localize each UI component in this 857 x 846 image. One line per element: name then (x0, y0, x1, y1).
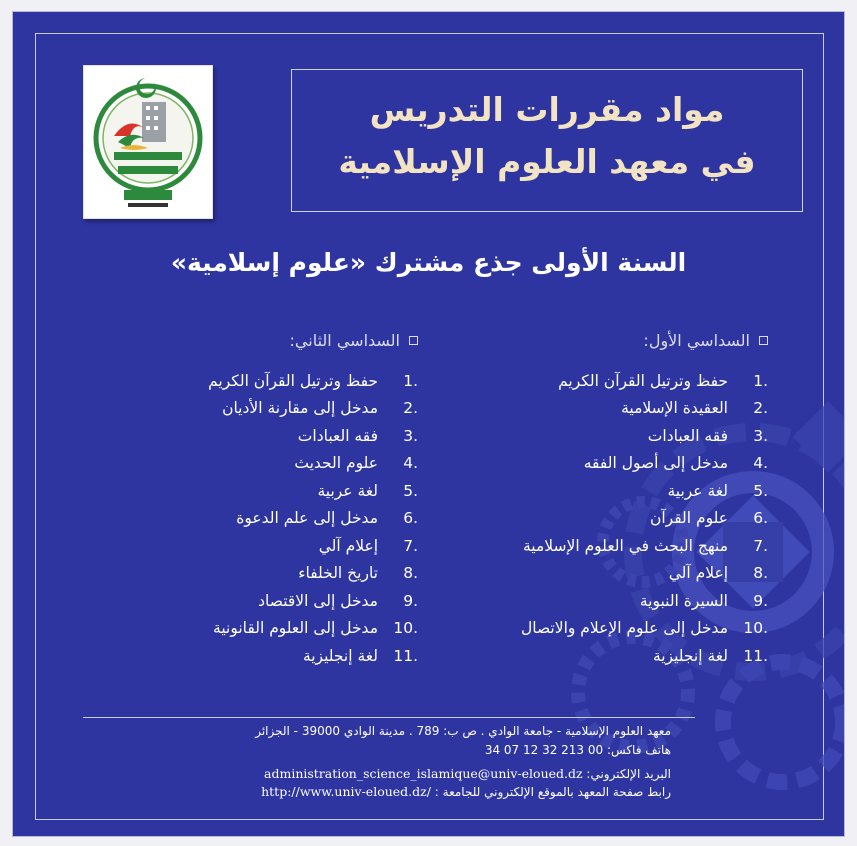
footer-divider (83, 717, 695, 718)
list-item: 7. منهج البحث في العلوم الإسلامية (522, 536, 768, 555)
list-item: 11. لغة إنجليزية (302, 646, 418, 665)
footer-email (103, 764, 671, 784)
phone-number: 34 07 12 32 213 00 (484, 743, 604, 757)
square-bullet-icon (409, 336, 418, 345)
semester-2-column (153, 327, 418, 670)
semester-2-list (153, 367, 418, 670)
email-label: البريد الإلكتروني: (586, 767, 671, 781)
list-item: 9. السيرة النبوية (639, 591, 768, 610)
list-item: 8. إعلام آلي (668, 564, 768, 583)
title-line-1: مواد مقررات التدريس (369, 90, 725, 129)
year-title: السنة الأولى جذع مشترك «علوم إسلامية» (170, 248, 687, 277)
list-item: 1. حفظ وترتيل القرآن الكريم (208, 371, 418, 390)
list-item: 2. العقيدة الإسلامية (621, 399, 768, 418)
email-link[interactable]: administration_science_islamique@univ-eloued.dz (264, 766, 583, 781)
list-item: 3. فقه العبادات (647, 426, 768, 445)
list-item: 7. إعلام آلي (318, 536, 418, 555)
semester-1-label: السداسي الأول: (643, 330, 750, 350)
list-item: 11. لغة إنجليزية (652, 646, 768, 665)
poster (12, 11, 845, 837)
university-logo-icon (84, 66, 212, 218)
list-item: 8. تاريخ الخلفاء (298, 564, 418, 583)
footer (103, 722, 671, 800)
list-item: 1. حفظ وترتيل القرآن الكريم (558, 371, 768, 390)
footer-address: معهد العلوم الإسلامية - جامعة الوادي . ص ب: 789 . مدينة الوادي 39000 - الجزائر (255, 724, 671, 738)
semester-1-column (433, 327, 768, 670)
phone-label: هاتف فاكس: (606, 743, 671, 757)
list-item: 5. لغة عربية (667, 481, 768, 500)
square-bullet-icon (759, 336, 768, 345)
website-link[interactable]: http://www.univ-eloued.dz/ (261, 784, 431, 799)
university-logo (83, 65, 213, 219)
list-item: 10. مدخل إلى العلوم القانونية (213, 619, 418, 638)
list-item: 6. مدخل إلى علم الدعوة (236, 509, 418, 528)
list-item: 9. مدخل إلى الاقتصاد (258, 591, 418, 610)
list-item: 4. مدخل إلى أصول الفقه (583, 454, 768, 473)
list-item: 6. علوم القرآن (649, 509, 768, 528)
semester-2-label: السداسي الثاني: (289, 330, 400, 350)
list-item: 4. علوم الحديث (294, 454, 418, 473)
list-item: 5. لغة عربية (317, 481, 418, 500)
footer-website (103, 784, 671, 800)
website-label: رابط صفحة المعهد بالموقع الإلكتروني للجامعة : (434, 785, 671, 799)
footer-phone (103, 741, 671, 760)
semester-2-heading (153, 327, 418, 353)
list-item: 3. فقه العبادات (297, 426, 418, 445)
list-item: 10. مدخل إلى علوم الإعلام والاتصال (520, 619, 768, 638)
semester-1-heading (433, 327, 768, 353)
title-box (291, 69, 803, 212)
title-line-2: في معهد العلوم الإسلامية (338, 142, 756, 181)
semester-1-list (433, 367, 768, 670)
list-item: 2. مدخل إلى مقارنة الأديان (222, 399, 418, 418)
